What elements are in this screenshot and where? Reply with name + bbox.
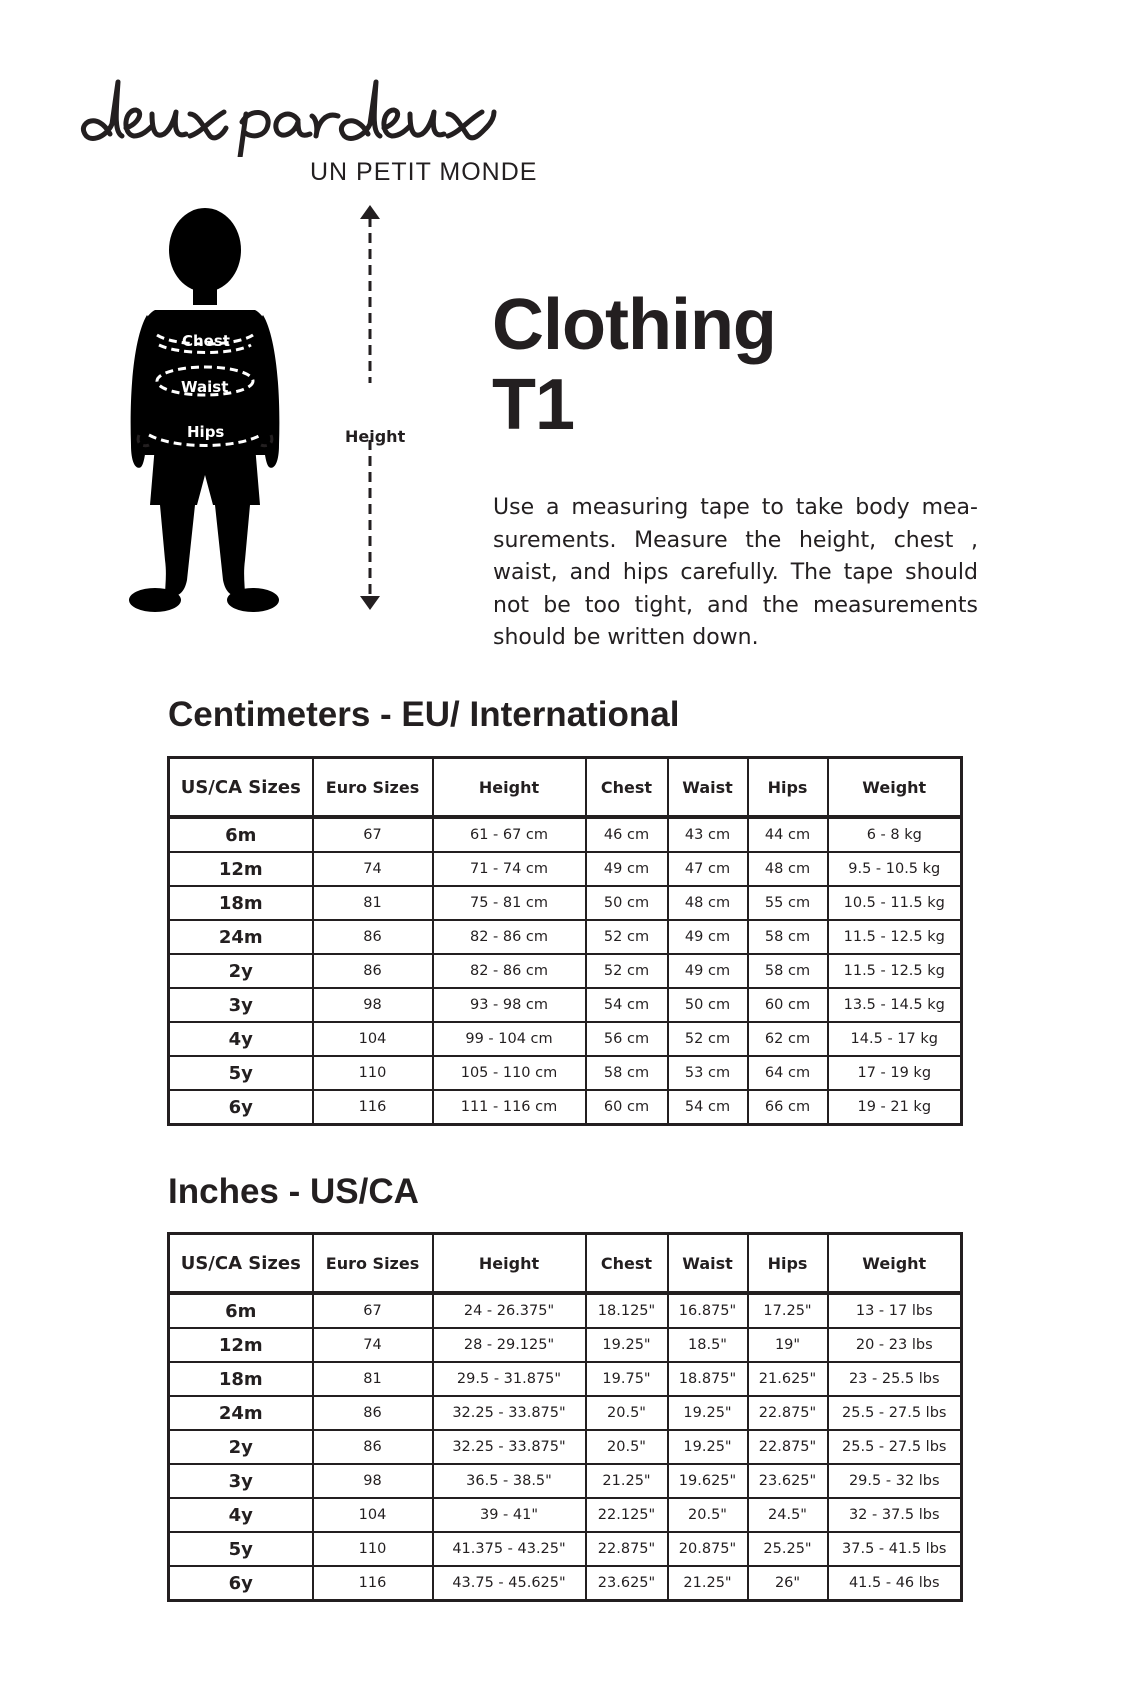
table-cell: 25.5 - 27.5 lbs (828, 1430, 962, 1464)
table-cell: 75 - 81 cm (433, 886, 586, 920)
table-cell: 50 cm (586, 886, 668, 920)
size-label-cell: 6m (169, 1293, 313, 1328)
column-header: Euro Sizes (313, 758, 433, 818)
table-cell: 17.25" (748, 1293, 828, 1328)
column-header: Weight (828, 1234, 962, 1294)
table-cell: 86 (313, 1396, 433, 1430)
table-cell: 48 cm (668, 886, 748, 920)
column-header: US/CA Sizes (169, 1234, 313, 1294)
table-cell: 104 (313, 1022, 433, 1056)
inches-size-table (167, 1232, 963, 1602)
table-cell: 19 - 21 kg (828, 1090, 962, 1125)
logo-tagline: UN PETIT MONDE (310, 158, 538, 186)
table-cell: 11.5 - 12.5 kg (828, 920, 962, 954)
table-cell: 81 (313, 886, 433, 920)
brand-logo (78, 72, 598, 192)
table-cell: 9.5 - 10.5 kg (828, 852, 962, 886)
table-cell: 81 (313, 1362, 433, 1396)
table-row (169, 817, 962, 852)
table-cell: 86 (313, 1430, 433, 1464)
table-cell: 10.5 - 11.5 kg (828, 886, 962, 920)
table-cell: 23.625" (586, 1566, 668, 1601)
table-cell: 21.25" (586, 1464, 668, 1498)
table-cell: 86 (313, 920, 433, 954)
size-label-cell: 18m (169, 1362, 313, 1396)
table-row (169, 1430, 962, 1464)
table-row (169, 1328, 962, 1362)
logo-script-wordmark (78, 72, 598, 157)
table-cell: 21.25" (668, 1566, 748, 1601)
table-cell: 20.875" (668, 1532, 748, 1566)
table-cell: 19.25" (586, 1328, 668, 1362)
table-cell: 29.5 - 32 lbs (828, 1464, 962, 1498)
table-cell: 116 (313, 1090, 433, 1125)
table-cell: 17 - 19 kg (828, 1056, 962, 1090)
column-header: US/CA Sizes (169, 758, 313, 818)
measuring-instructions: Use a measuring tape to take body measurements. Measure the height, chest , waist, and hips carefully. The tape should not be too tight, and the measurements should be written down. (493, 495, 978, 650)
table-cell: 93 - 98 cm (433, 988, 586, 1022)
cm-table-header (169, 758, 962, 818)
table-cell: 25.5 - 27.5 lbs (828, 1396, 962, 1430)
table-cell: 50 cm (668, 988, 748, 1022)
table-cell: 25.25" (748, 1532, 828, 1566)
table-row (169, 1056, 962, 1090)
table-row (169, 1464, 962, 1498)
table-cell: 104 (313, 1498, 433, 1532)
table-row (169, 1293, 962, 1328)
table-cell: 86 (313, 954, 433, 988)
cm-size-table (167, 756, 963, 1126)
table-cell: 62 cm (748, 1022, 828, 1056)
table-cell: 20.5" (586, 1430, 668, 1464)
size-label-cell: 2y (169, 1430, 313, 1464)
table-cell: 49 cm (668, 954, 748, 988)
table-cell: 26" (748, 1566, 828, 1601)
table-row (169, 954, 962, 988)
size-label-cell: 6y (169, 1566, 313, 1601)
table-cell: 22.875" (748, 1396, 828, 1430)
height-label: Height (345, 427, 406, 446)
column-header: Height (433, 758, 586, 818)
cm-table-body (169, 817, 962, 1125)
table-cell: 60 cm (586, 1090, 668, 1125)
table-cell: 58 cm (586, 1056, 668, 1090)
table-cell: 18.125" (586, 1293, 668, 1328)
size-label-cell: 5y (169, 1532, 313, 1566)
size-label-cell: 12m (169, 1328, 313, 1362)
table-row (169, 920, 962, 954)
table-cell: 11.5 - 12.5 kg (828, 954, 962, 988)
page-title (492, 285, 776, 445)
table-cell: 24.5" (748, 1498, 828, 1532)
table-cell: 43.75 - 45.625" (433, 1566, 586, 1601)
table-cell: 110 (313, 1532, 433, 1566)
column-header: Chest (586, 1234, 668, 1294)
column-header: Height (433, 1234, 586, 1294)
size-label-cell: 6y (169, 1090, 313, 1125)
column-header: Weight (828, 758, 962, 818)
size-label-cell: 18m (169, 886, 313, 920)
table-cell: 110 (313, 1056, 433, 1090)
table-cell: 74 (313, 1328, 433, 1362)
size-label-cell: 3y (169, 988, 313, 1022)
table-cell: 49 cm (586, 852, 668, 886)
table-cell: 18.5" (668, 1328, 748, 1362)
table-cell: 23 - 25.5 lbs (828, 1362, 962, 1396)
page-title-line1: Clothing (492, 285, 776, 365)
size-label-cell: 6m (169, 817, 313, 852)
table-row (169, 886, 962, 920)
table-cell: 82 - 86 cm (433, 920, 586, 954)
table-cell: 46 cm (586, 817, 668, 852)
column-header: Hips (748, 1234, 828, 1294)
cm-table-heading: Centimeters - EU/ International (168, 695, 680, 734)
inches-table-heading: Inches - US/CA (168, 1172, 419, 1211)
table-cell: 99 - 104 cm (433, 1022, 586, 1056)
table-cell: 41.5 - 46 lbs (828, 1566, 962, 1601)
table-cell: 66 cm (748, 1090, 828, 1125)
table-cell: 29.5 - 31.875" (433, 1362, 586, 1396)
table-cell: 53 cm (668, 1056, 748, 1090)
size-label-cell: 24m (169, 1396, 313, 1430)
table-cell: 98 (313, 988, 433, 1022)
size-label-cell: 24m (169, 920, 313, 954)
inches-table-body (169, 1293, 962, 1601)
page-title-line2: T1 (492, 365, 575, 445)
table-cell: 43 cm (668, 817, 748, 852)
table-cell: 48 cm (748, 852, 828, 886)
column-header: Waist (668, 1234, 748, 1294)
table-cell: 98 (313, 1464, 433, 1498)
table-cell: 44 cm (748, 817, 828, 852)
table-cell: 19.25" (668, 1396, 748, 1430)
table-cell: 64 cm (748, 1056, 828, 1090)
table-cell: 20.5" (586, 1396, 668, 1430)
size-label-cell: 4y (169, 1022, 313, 1056)
column-header: Hips (748, 758, 828, 818)
table-cell: 39 - 41" (433, 1498, 586, 1532)
table-cell: 67 (313, 1293, 433, 1328)
table-cell: 116 (313, 1566, 433, 1601)
table-cell: 19.75" (586, 1362, 668, 1396)
table-cell: 54 cm (586, 988, 668, 1022)
table-cell: 71 - 74 cm (433, 852, 586, 886)
table-row (169, 1362, 962, 1396)
table-cell: 21.625" (748, 1362, 828, 1396)
table-cell: 32 - 37.5 lbs (828, 1498, 962, 1532)
table-cell: 54 cm (668, 1090, 748, 1125)
table-cell: 13 - 17 lbs (828, 1293, 962, 1328)
table-cell: 23.625" (748, 1464, 828, 1498)
table-cell: 61 - 67 cm (433, 817, 586, 852)
table-cell: 105 - 110 cm (433, 1056, 586, 1090)
table-cell: 60 cm (748, 988, 828, 1022)
table-cell: 49 cm (668, 920, 748, 954)
table-cell: 41.375 - 43.25" (433, 1532, 586, 1566)
table-cell: 13.5 - 14.5 kg (828, 988, 962, 1022)
size-label-cell: 2y (169, 954, 313, 988)
table-cell: 14.5 - 17 kg (828, 1022, 962, 1056)
table-cell: 58 cm (748, 954, 828, 988)
waist-label: Waist (181, 378, 229, 396)
table-cell: 56 cm (586, 1022, 668, 1056)
table-cell: 74 (313, 852, 433, 886)
size-label-cell: 12m (169, 852, 313, 886)
table-cell: 19.625" (668, 1464, 748, 1498)
table-cell: 58 cm (748, 920, 828, 954)
body-measurement-diagram (125, 205, 425, 665)
table-cell: 19" (748, 1328, 828, 1362)
table-cell: 47 cm (668, 852, 748, 886)
table-cell: 111 - 116 cm (433, 1090, 586, 1125)
table-cell: 22.125" (586, 1498, 668, 1532)
table-cell: 28 - 29.125" (433, 1328, 586, 1362)
size-label-cell: 4y (169, 1498, 313, 1532)
table-cell: 55 cm (748, 886, 828, 920)
table-cell: 67 (313, 817, 433, 852)
column-header: Waist (668, 758, 748, 818)
table-row (169, 1090, 962, 1125)
table-cell: 18.875" (668, 1362, 748, 1396)
table-cell: 82 - 86 cm (433, 954, 586, 988)
table-cell: 22.875" (748, 1430, 828, 1464)
table-cell: 52 cm (668, 1022, 748, 1056)
table-cell: 16.875" (668, 1293, 748, 1328)
table-cell: 20.5" (668, 1498, 748, 1532)
size-label-cell: 5y (169, 1056, 313, 1090)
table-cell: 19.25" (668, 1430, 748, 1464)
table-cell: 52 cm (586, 920, 668, 954)
inches-table-header (169, 1234, 962, 1294)
hips-label: Hips (187, 423, 225, 441)
table-cell: 6 - 8 kg (828, 817, 962, 852)
table-cell: 20 - 23 lbs (828, 1328, 962, 1362)
table-cell: 24 - 26.375" (433, 1293, 586, 1328)
table-cell: 22.875" (586, 1532, 668, 1566)
table-cell: 37.5 - 41.5 lbs (828, 1532, 962, 1566)
table-cell: 52 cm (586, 954, 668, 988)
chest-label: Chest (182, 332, 230, 350)
table-row (169, 988, 962, 1022)
table-row (169, 1532, 962, 1566)
size-label-cell: 3y (169, 1464, 313, 1498)
column-header: Euro Sizes (313, 1234, 433, 1294)
table-cell: 36.5 - 38.5" (433, 1464, 586, 1498)
table-cell: 32.25 - 33.875" (433, 1396, 586, 1430)
table-row (169, 852, 962, 886)
table-row (169, 1396, 962, 1430)
table-row (169, 1498, 962, 1532)
table-cell: 32.25 - 33.875" (433, 1430, 586, 1464)
table-row (169, 1566, 962, 1601)
column-header: Chest (586, 758, 668, 818)
table-row (169, 1022, 962, 1056)
